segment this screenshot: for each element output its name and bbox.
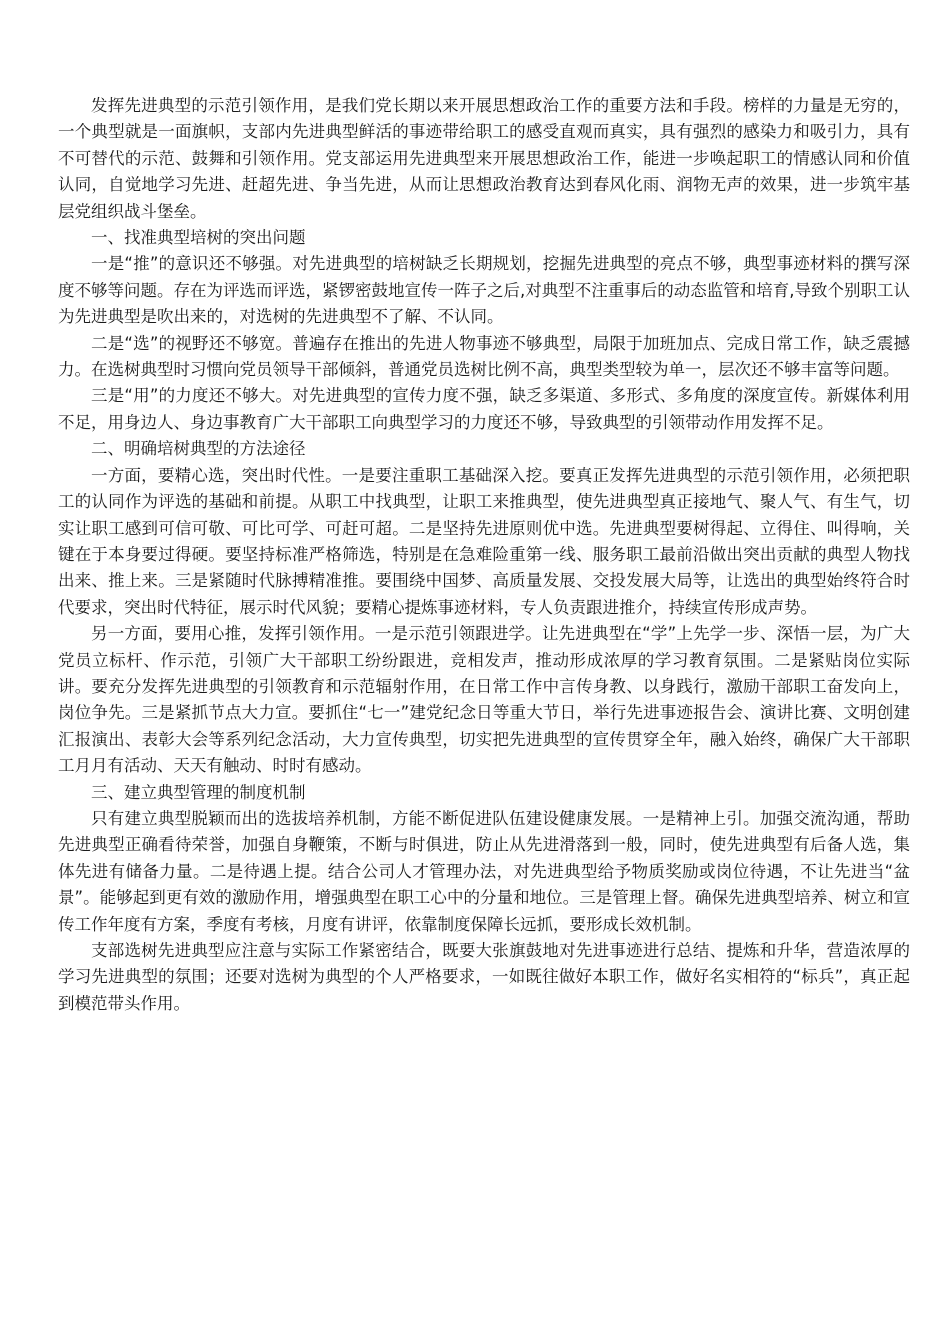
body-paragraph: 一方面，要精心选，突出时代性。一是要注重职工基础深入挖。要真正发挥先进典型的示范引领作用，必须把职工的认同作为评选的基础和前提。从职工中找典型，让职工来推典型，使先进典型真正接地气、聚人气、有生气，切实让职工感到可信可敬、可比可学、可赶可超。二是坚持先进原则优中选。先进典型要树得起、立得住、叫得响，关键在于本身要过得硬。要坚持标准严格筛选，特别是在急难险重第一线、服务职工最前沿做出突出贡献的典型人物找出来、推上来。三是紧随时代脉搏精准推。要围绕中国梦、高质量发展、交投发展大局等，让选出的典型始终符合时代要求，突出时代特征，展示时代风貌；要精心提炼事迹材料，专人负责跟进推介，持续宣传形成声势。 — [58, 465, 910, 617]
document-body — [58, 93, 910, 1017]
body-paragraph: 另一方面，要用心推，发挥引领作用。一是示范引领跟进学。让先进典型在“学”上先学一步、深悟一层，为广大党员立标杆、作示范，引领广大干部职工纷纷跟进，竞相发声，推动形成浓厚的学习教育氛围。二是紧贴岗位实际讲。要充分发挥先进典型的引领教育和示范辐射作用，在日常工作中言传身教、以身践行，激励干部职工奋发向上，岗位争先。三是紧抓节点大力宣。要抓住“七一”建党纪念日等重大节日，举行先进事迹报告会、演讲比赛、文明创建汇报演出、表彰大会等系列纪念活动，大力宣传典型，切实把先进典型的宣传贯穿全年，融入始终，确保广大干部职工月月有活动、天天有触动、时时有感动。 — [58, 624, 910, 776]
body-paragraph: 只有建立典型脱颖而出的选拔培养机制，方能不断促进队伍建设健康发展。一是精神上引。加强交流沟通，帮助先进典型正确看待荣誉，加强自身鞭策，不断与时俱进，防止从先进滑落到一般，同时，使先进典型有后备人选，集体先进有储备力量。二是待遇上提。结合公司人才管理办法，对先进典型给予物质奖励或岗位待遇，不让先进当“盆景”。能够起到更有效的激励作用，增强典型在职工心中的分量和地位。三是管理上督。确保先进典型培养、树立和宣传工作年度有方案，季度有考核，月度有讲评，依靠制度保障长远抓，要形成长效机制。 — [58, 808, 910, 934]
section-heading-1: 一、找准典型培树的突出问题 — [91, 228, 306, 248]
section-heading-2: 二、明确培树典型的方法途径 — [91, 439, 306, 459]
intro-paragraph: 发挥先进典型的示范引领作用，是我们党长期以来开展思想政治工作的重要方法和手段。榜样的力量是无穷的，一个典型就是一面旗帜，支部内先进典型鲜活的事迹带给职工的感受直观而真实，具有强烈的感染力和吸引力，具有不可替代的示范、鼓舞和引领作用。党支部运用先进典型来开展思想政治工作，能进一步唤起职工的情感认同和价值认同，自觉地学习先进、赶超先进、争当先进，从而让思想政治教育达到春风化雨、润物无声的效果，进一步筑牢基层党组织战斗堡垒。 — [58, 96, 910, 221]
body-paragraph: 二是“选”的视野还不够宽。普遍存在推出的先进人物事迹不够典型，局限于加班加点、完成日常工作，缺乏震撼力。在选树典型时习惯向党员领导干部倾斜，普通党员选树比例不高，典型类型较为单一，层次还不够丰富等问题。 — [58, 333, 910, 380]
conclusion-paragraph: 支部选树先进典型应注意与实际工作紧密结合，既要大张旗鼓地对先进事迹进行总结、提炼和升华，营造浓厚的学习先进典型的氛围；还要对选树为典型的个人严格要求，一如既往做好本职工作，做好名实相符的“标兵”，真正起到模范带头作用。 — [58, 941, 910, 1013]
body-paragraph: 一是“推”的意识还不够强。对先进典型的培树缺乏长期规划，挖掘先进典型的亮点不够，典型事迹材料的撰写深度不够等问题。存在为评选而评选，紧锣密鼓地宣传一阵子之后,对典型不注重事后的动态监管和培育,导致个别职工认为先进典型是吹出来的，对选树的先进典型不了解、不认同。 — [58, 254, 910, 327]
body-paragraph: 三是“用”的力度还不够大。对先进典型的宣传力度不强，缺乏多渠道、多形式、多角度的深度宣传。新媒体利用不足，用身边人、身边事教育广大干部职工向典型学习的力度还不够，导致典型的引领带动作用发挥不足。 — [58, 386, 910, 432]
section-heading-3: 三、建立典型管理的制度机制 — [91, 782, 306, 802]
